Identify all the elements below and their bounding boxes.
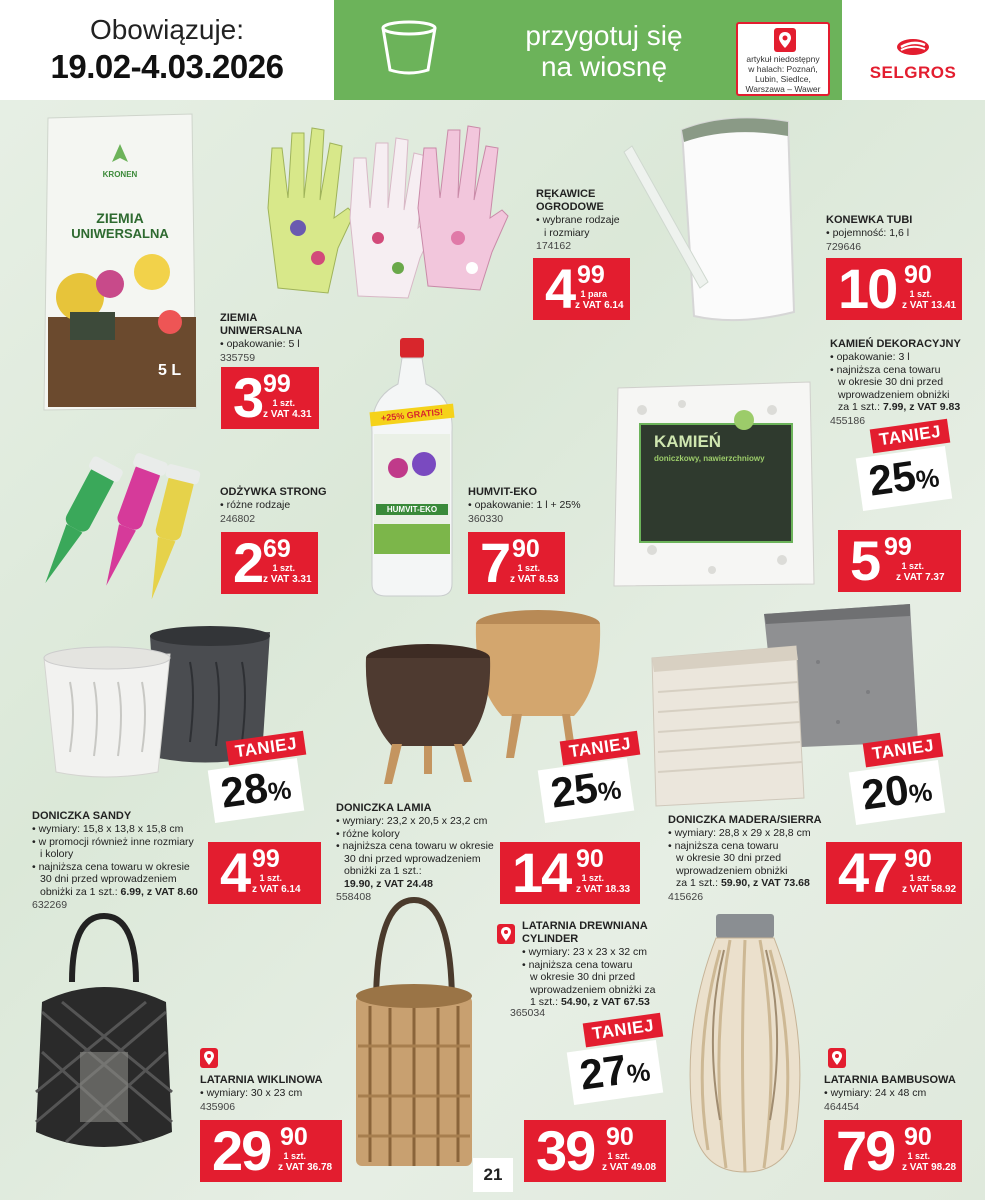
discount-value [856,446,952,511]
price-cents: 99 [252,845,280,873]
product-info-rekawice [536,188,620,253]
price-unit: 1 szt. [259,873,282,883]
selgros-logo [848,38,978,83]
price-tag-konewka [826,258,962,320]
product-detail-2b: i kolory [40,848,74,860]
product-detail: • wymiary: 28,8 x 29 x 28,8 cm [668,827,822,840]
price-whole: 4 [545,257,575,320]
brand-name: SELGROS [869,63,957,82]
price-unit: 1 szt. [581,873,604,883]
discount-badge-kamien [855,422,975,512]
product-name: DONICZKA MADERA/SIERRA [668,814,822,826]
price-unit: 1 szt. [607,1151,630,1161]
price-vat: z VAT 98.28 [902,1162,957,1173]
product-detail: • pojemność: 1,6 l [826,227,912,240]
product-code: 729646 [826,240,862,253]
price-vat: z VAT 58.92 [902,884,957,895]
discount-label: TANIEJ [870,419,951,454]
product-code: 360330 [468,512,504,525]
price-cents: 90 [904,845,932,873]
product-code: 455186 [830,414,866,427]
price-vat: z VAT 13.41 [902,300,957,311]
price-cents: 90 [606,1123,634,1151]
lowest-price-value: 7.99, z VAT 9.83 [882,401,961,413]
price-whole: 47 [838,841,897,904]
product-detail-2d [668,877,822,890]
product-code: 335759 [220,351,256,364]
price-cents: 90 [904,1123,932,1151]
product-info-wiklinowa [200,1074,323,1113]
availability-line-2: w halach: Poznań, [748,64,818,74]
price-vat: z VAT 36.78 [278,1162,333,1173]
price-whole: 5 [850,529,880,592]
price-cents: 90 [904,261,932,289]
validity-label: Obowiązuje: [89,14,245,45]
price-unit: 1 szt. [272,398,295,408]
flower-pot-icon [380,18,438,76]
product-detail-2b: w okresie 30 dni przed [530,971,636,983]
discount-value [567,1040,663,1105]
price-unit: 1 szt. [283,1151,306,1161]
product-detail: • opakowanie: 5 l [220,338,303,351]
decorative-stone-bag-image [612,380,820,590]
discount-number: 28 [217,763,271,817]
product-name: KONEWKA TUBI [826,214,913,226]
price-unit: 1 szt. [517,563,540,573]
bottle-product-label: HUMVIT-EKO [376,504,448,515]
price-cents: 99 [884,533,912,561]
product-name: LATARNIA BAMBUSOWA [824,1074,956,1086]
product-info-lamia [336,802,494,904]
product-code: 365034 [510,1007,546,1019]
product-detail: • opakowanie: 3 l [830,351,961,364]
product-name: ODŻYWKA STRONG [220,486,327,498]
discount-badge-lamia [535,734,655,820]
price-whole: 7 [480,531,510,594]
product-info-ziemia [220,312,303,364]
slogan-line-1: przygotuj się [525,20,683,51]
product-detail: • wymiary: 23 x 23 x 32 cm [522,946,655,959]
price-tag-wiklinowa [200,1120,342,1182]
price-tag-madera [826,842,962,904]
product-detail-2c: wprowadzeniem obniżki [838,388,950,401]
product-code-drewniana [510,1006,545,1020]
price-tag-humvit [468,532,565,594]
wooden-cylinder-lantern-image [346,896,482,1180]
discount-label: TANIEJ [863,733,944,768]
price-cents: 69 [263,535,291,563]
price-unit: 1 szt. [909,873,932,883]
discount-label: TANIEJ [226,731,307,766]
availability-badge [736,22,830,96]
product-name: LATARNIA DREWNIANA [522,920,648,932]
price-vat: z VAT 4.31 [263,409,312,420]
product-name: RĘKAWICE [536,188,596,200]
wicker-lantern-image [22,912,186,1168]
discount-value [849,760,945,825]
product-code: 632269 [32,899,68,911]
product-detail-3c [32,886,198,899]
product-detail-3b: 30 dni przed wprowadzeniem [40,873,177,885]
brand-panel [842,0,985,100]
soil-bag-title-2: UNIWERSALNA [71,226,169,241]
price-vat: z VAT 7.37 [896,572,945,583]
product-detail-2: • różne kolory [336,828,494,841]
product-detail: • opakowanie: 1 l + 25% [468,499,581,512]
validity-dates: 19.02-4.03.2026 [50,48,284,85]
discount-value [208,758,304,823]
product-detail-cont: i rozmiary [544,226,590,239]
location-pin-icon [497,924,515,944]
product-detail-3: • najniższa cena towaru w okresie [336,840,494,853]
location-pin-icon [200,1048,218,1068]
product-detail-3: • najniższa cena towaru w okresie [32,861,198,874]
product-name: LATARNIA WIKLINOWA [200,1074,323,1086]
percent-sign: % [907,776,935,810]
product-detail: • wybrane rodzaje [536,214,620,227]
lowest-price-label: za 1 szt.: [838,401,883,413]
availability-line-4: Warszawa – Wawer [745,84,821,94]
price-whole: 3 [233,366,263,429]
product-detail-2c: wprowadzeniem obniżki [676,864,788,877]
soil-bag-size: 5 L [158,362,182,379]
stone-bag-subtitle: doniczkowy, nawierzchniowy [654,454,765,463]
product-name-line-2: CYLINDER [522,933,579,945]
selgros-emblem-icon [895,38,931,56]
availability-line-1: artykuł niedostępny [746,54,820,64]
price-tag-lamia [500,842,640,904]
bottle-promo-label: +25% GRATIS! [369,404,454,427]
product-code: 246802 [220,512,256,525]
product-name-line-2: UNIWERSALNA [220,325,303,337]
product-detail: • wymiary: 23,2 x 20,5 x 23,2 cm [336,815,494,828]
price-vat: z VAT 18.33 [576,884,631,895]
discount-number: 25 [547,763,601,817]
price-tag-rekawice [533,258,630,320]
availability-line-3: Lubin, Siedlce, [755,74,811,84]
lowest-price-value: 19.90, z VAT 24.48 [344,877,433,890]
lowest-price-label: 1 szt.: [530,996,561,1008]
price-whole: 4 [220,841,250,904]
product-info-humvit [468,486,581,525]
product-info-sandy [32,810,198,912]
soil-bag-image [40,112,200,412]
watering-can-image [618,112,808,332]
product-detail: • wymiary: 15,8 x 13,8 x 15,8 cm [32,823,198,836]
price-whole: 10 [838,257,897,320]
product-name: DONICZKA SANDY [32,810,132,822]
price-whole: 79 [836,1119,895,1182]
product-detail-2b: w okresie 30 dni przed [838,376,944,388]
discount-badge-drewniana [566,1016,684,1102]
price-tag-drewniana [524,1120,666,1182]
price-unit: 1 para [580,289,607,299]
price-unit: 1 szt. [907,1151,930,1161]
location-pin-icon [828,1048,846,1068]
soil-bag-brand: KRONEN [102,170,138,179]
fertilizer-sticks-image [42,452,202,612]
product-info-bambusowa [824,1074,956,1113]
page-number: 21 [473,1158,513,1192]
discount-number: 20 [858,765,912,819]
price-vat: z VAT 6.14 [252,884,301,895]
discount-badge-madera [848,736,972,822]
price-whole: 39 [536,1119,595,1182]
discount-label: TANIEJ [560,731,641,766]
price-cents: 99 [577,261,605,289]
product-detail-2: • najniższa cena towaru [522,959,655,972]
product-detail: • wymiary: 30 x 23 cm [200,1087,323,1100]
price-cents: 90 [576,845,604,873]
garden-gloves-image [258,118,518,308]
price-tag-sandy [208,842,321,904]
product-info-konewka [826,214,912,253]
validity-panel [0,0,334,100]
product-code: 558408 [336,891,372,903]
product-name: DONICZKA LAMIA [336,802,432,814]
product-name: ZIEMIA [220,312,258,324]
price-tag-ziemia [221,367,319,429]
lowest-price-value: 6.99, z VAT 8.60 [120,885,198,898]
percent-sign: % [596,774,624,808]
product-detail-2: • najniższa cena towaru [830,364,961,377]
product-detail-2d [830,401,961,414]
price-unit: 1 szt. [909,289,932,299]
product-detail-2: • w promocji również inne rozmiary [32,836,198,849]
discount-label: TANIEJ [583,1013,664,1048]
soil-bag-title-1: ZIEMIA [96,210,144,226]
lowest-price-label: obniżki za 1 szt.: [40,885,121,898]
product-detail: • wymiary: 24 x 48 cm [824,1087,956,1100]
product-info-kamien [830,338,961,427]
discount-number: 27 [576,1045,630,1099]
product-detail-3c: obniżki za 1 szt.: [344,865,422,877]
product-detail-2c: wprowadzeniem obniżki za [530,983,656,996]
location-pin-icon [774,28,796,52]
price-cents: 90 [280,1123,308,1151]
price-vat: z VAT 6.14 [575,300,624,311]
product-info-odzywka [220,486,327,525]
product-name-line-2: OGRODOWE [536,201,604,213]
product-code: 415626 [668,890,704,903]
price-whole: 29 [212,1119,271,1182]
price-whole: 14 [512,841,571,904]
bamboo-lantern-image [680,910,810,1180]
product-info-drewniana [522,920,655,1009]
product-code: 435906 [200,1100,236,1113]
price-vat: z VAT 49.08 [602,1162,657,1173]
product-detail-3b: 30 dni przed wprowadzeniem [344,852,481,865]
product-code: 174162 [536,240,572,252]
price-tag-odzywka [221,532,318,594]
percent-sign: % [625,1056,653,1090]
price-whole: 2 [233,531,263,594]
price-vat: z VAT 8.53 [510,574,559,585]
price-unit: 1 szt. [901,561,924,571]
product-detail: • różne rodzaje [220,499,327,512]
slogan-line-2: na wiosnę [540,51,668,82]
price-vat: z VAT 3.31 [263,574,312,585]
product-name: HUMVIT-EKO [468,486,538,498]
lowest-price-value: 59.90, z VAT 73.68 [720,877,810,889]
product-name: KAMIEŃ DEKORACYJNY [830,338,961,350]
fertilizer-bottle-image [366,338,458,600]
price-tag-kamien [838,530,961,592]
product-code: 464454 [824,1100,860,1113]
price-unit: 1 szt. [272,563,295,573]
lowest-price-value: 54.90, z VAT 67.53 [560,996,650,1008]
stone-bag-title: KAMIEŃ [654,432,722,451]
percent-sign: % [266,774,294,808]
product-detail-2b: w okresie 30 dni przed [676,852,782,864]
price-cents: 99 [263,370,291,398]
price-tag-bambusowa [824,1120,962,1182]
product-info-madera [668,814,822,903]
lowest-price-label: za 1 szt.: [676,877,721,889]
price-cents: 90 [512,535,540,563]
discount-number: 25 [865,451,919,505]
product-detail-2: • najniższa cena towaru [668,840,822,853]
discount-badge-sandy [205,734,329,820]
discount-value [538,758,634,823]
percent-sign: % [914,462,942,496]
